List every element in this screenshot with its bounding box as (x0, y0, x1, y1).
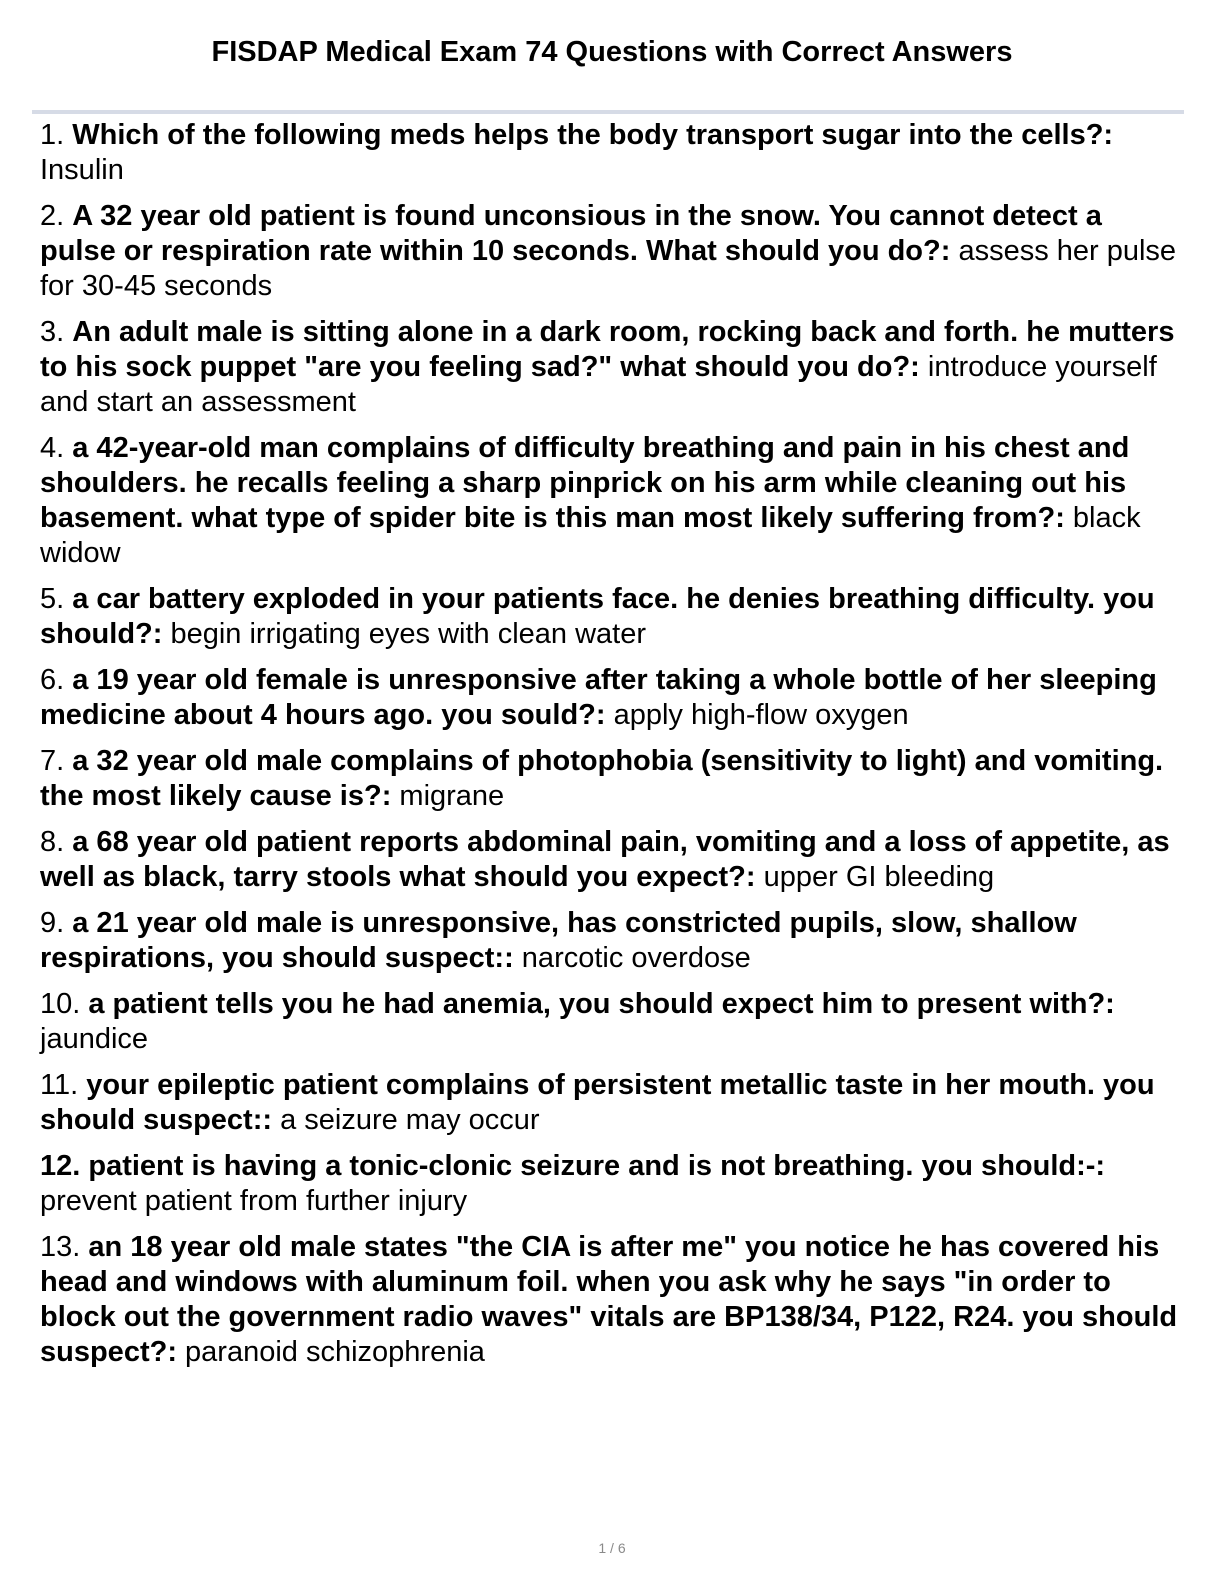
question-text: A 32 year old patient is found unconsious in the snow. You cannot detect a pulse or respiration rate within 10 seconds. What should you do?: (40, 200, 1102, 267)
question-number: 6. (40, 664, 73, 696)
question-number: 7. (40, 745, 73, 777)
question-number: 2. (40, 200, 73, 232)
answer-text: upper GI bleeding (755, 861, 995, 893)
question-list (40, 118, 1180, 1381)
question-item (40, 315, 1180, 420)
question-number: 8. (40, 826, 73, 858)
answer-text: prevent patient from further injury (40, 1185, 468, 1217)
page-number: 1 / 6 (598, 1540, 626, 1556)
answer-text: narcotic overdose (513, 942, 751, 974)
question-text: patient is having a tonic-clonic seizure and is not breathing. you should:-: (88, 1150, 1106, 1182)
answer-text: apply high-flow oxygen (605, 699, 909, 731)
question-item (40, 1230, 1180, 1370)
answer-text: paranoid schizophrenia (176, 1336, 485, 1368)
question-text: An adult male is sitting alone in a dark room, rocking back and forth. he mutters to his sock puppet "are you feeling sad?" what should you do?: (40, 316, 1175, 383)
question-number: 13. (40, 1231, 89, 1263)
question-item (40, 906, 1180, 976)
page-title: FISDAP Medical Exam 74 Questions with Correct Answers (211, 36, 1013, 68)
question-number: 4. (40, 432, 73, 464)
question-text: a 21 year old male is unresponsive, has constricted pupils, slow, shallow respirations, you should suspect:: (40, 907, 1077, 974)
question-number: 3. (40, 316, 73, 348)
answer-text: jaundice (40, 1023, 149, 1055)
answer-text: Insulin (40, 154, 124, 186)
question-text: a 19 year old female is unresponsive after taking a whole bottle of her sleeping medicine about 4 hours ago. you sould?: (40, 664, 1157, 731)
answer-text: introduce yourself and start an assessment (40, 351, 1157, 418)
question-text: a 68 year old patient reports abdominal pain, vomiting and a loss of appetite, as well as black, tarry stools what should you expect?: (40, 826, 1170, 893)
question-item (40, 1068, 1180, 1138)
question-item (40, 431, 1180, 571)
answer-text: black widow (40, 502, 1141, 569)
answer-text: migrane (391, 780, 505, 812)
question-item (40, 582, 1180, 652)
answer-text: begin irrigating eyes with clean water (162, 618, 647, 650)
question-number: 9. (40, 907, 73, 939)
answer-text: assess her pulse for 30-45 seconds (40, 235, 1177, 302)
question-item (40, 199, 1180, 304)
question-number: 11. (40, 1069, 87, 1101)
question-text: Which of the following meds helps the body transport sugar into the cells?: (72, 119, 1114, 151)
question-number: 12. (40, 1150, 89, 1182)
question-item (40, 1149, 1180, 1219)
question-text: your epileptic patient complains of persistent metallic taste in her mouth. you should suspect:: (40, 1069, 1155, 1136)
question-number: 5. (40, 583, 73, 615)
question-text: a patient tells you he had anemia, you should expect him to present with?: (88, 988, 1115, 1020)
question-item (40, 987, 1180, 1057)
question-item (40, 118, 1180, 188)
question-number: 1. (40, 119, 73, 151)
question-text: a 32 year old male complains of photophobia (sensitivity to light) and vomiting. the most likely cause is?: (40, 745, 1164, 812)
question-text: an 18 year old male states "the CIA is after me" you notice he has covered his head and windows with aluminum foil. when you ask why he says "in order to block out the government radio waves" vitals are BP138/34, P122, R24. you should suspect?: (40, 1231, 1178, 1368)
question-item (40, 663, 1180, 733)
question-text: a car battery exploded in your patients face. he denies breathing difficulty. you should?: (40, 583, 1155, 650)
answer-text: a seizure may occur (272, 1104, 540, 1136)
title-divider (32, 110, 1184, 114)
question-item (40, 825, 1180, 895)
question-text: a 42-year-old man complains of difficulty breathing and pain in his chest and shoulders. he recalls feeling a sharp pinprick on his arm while cleaning out his basement. what type of spider bite is this man most likely suffering from?: (40, 432, 1130, 534)
question-number: 10. (40, 988, 89, 1020)
question-item (40, 744, 1180, 814)
